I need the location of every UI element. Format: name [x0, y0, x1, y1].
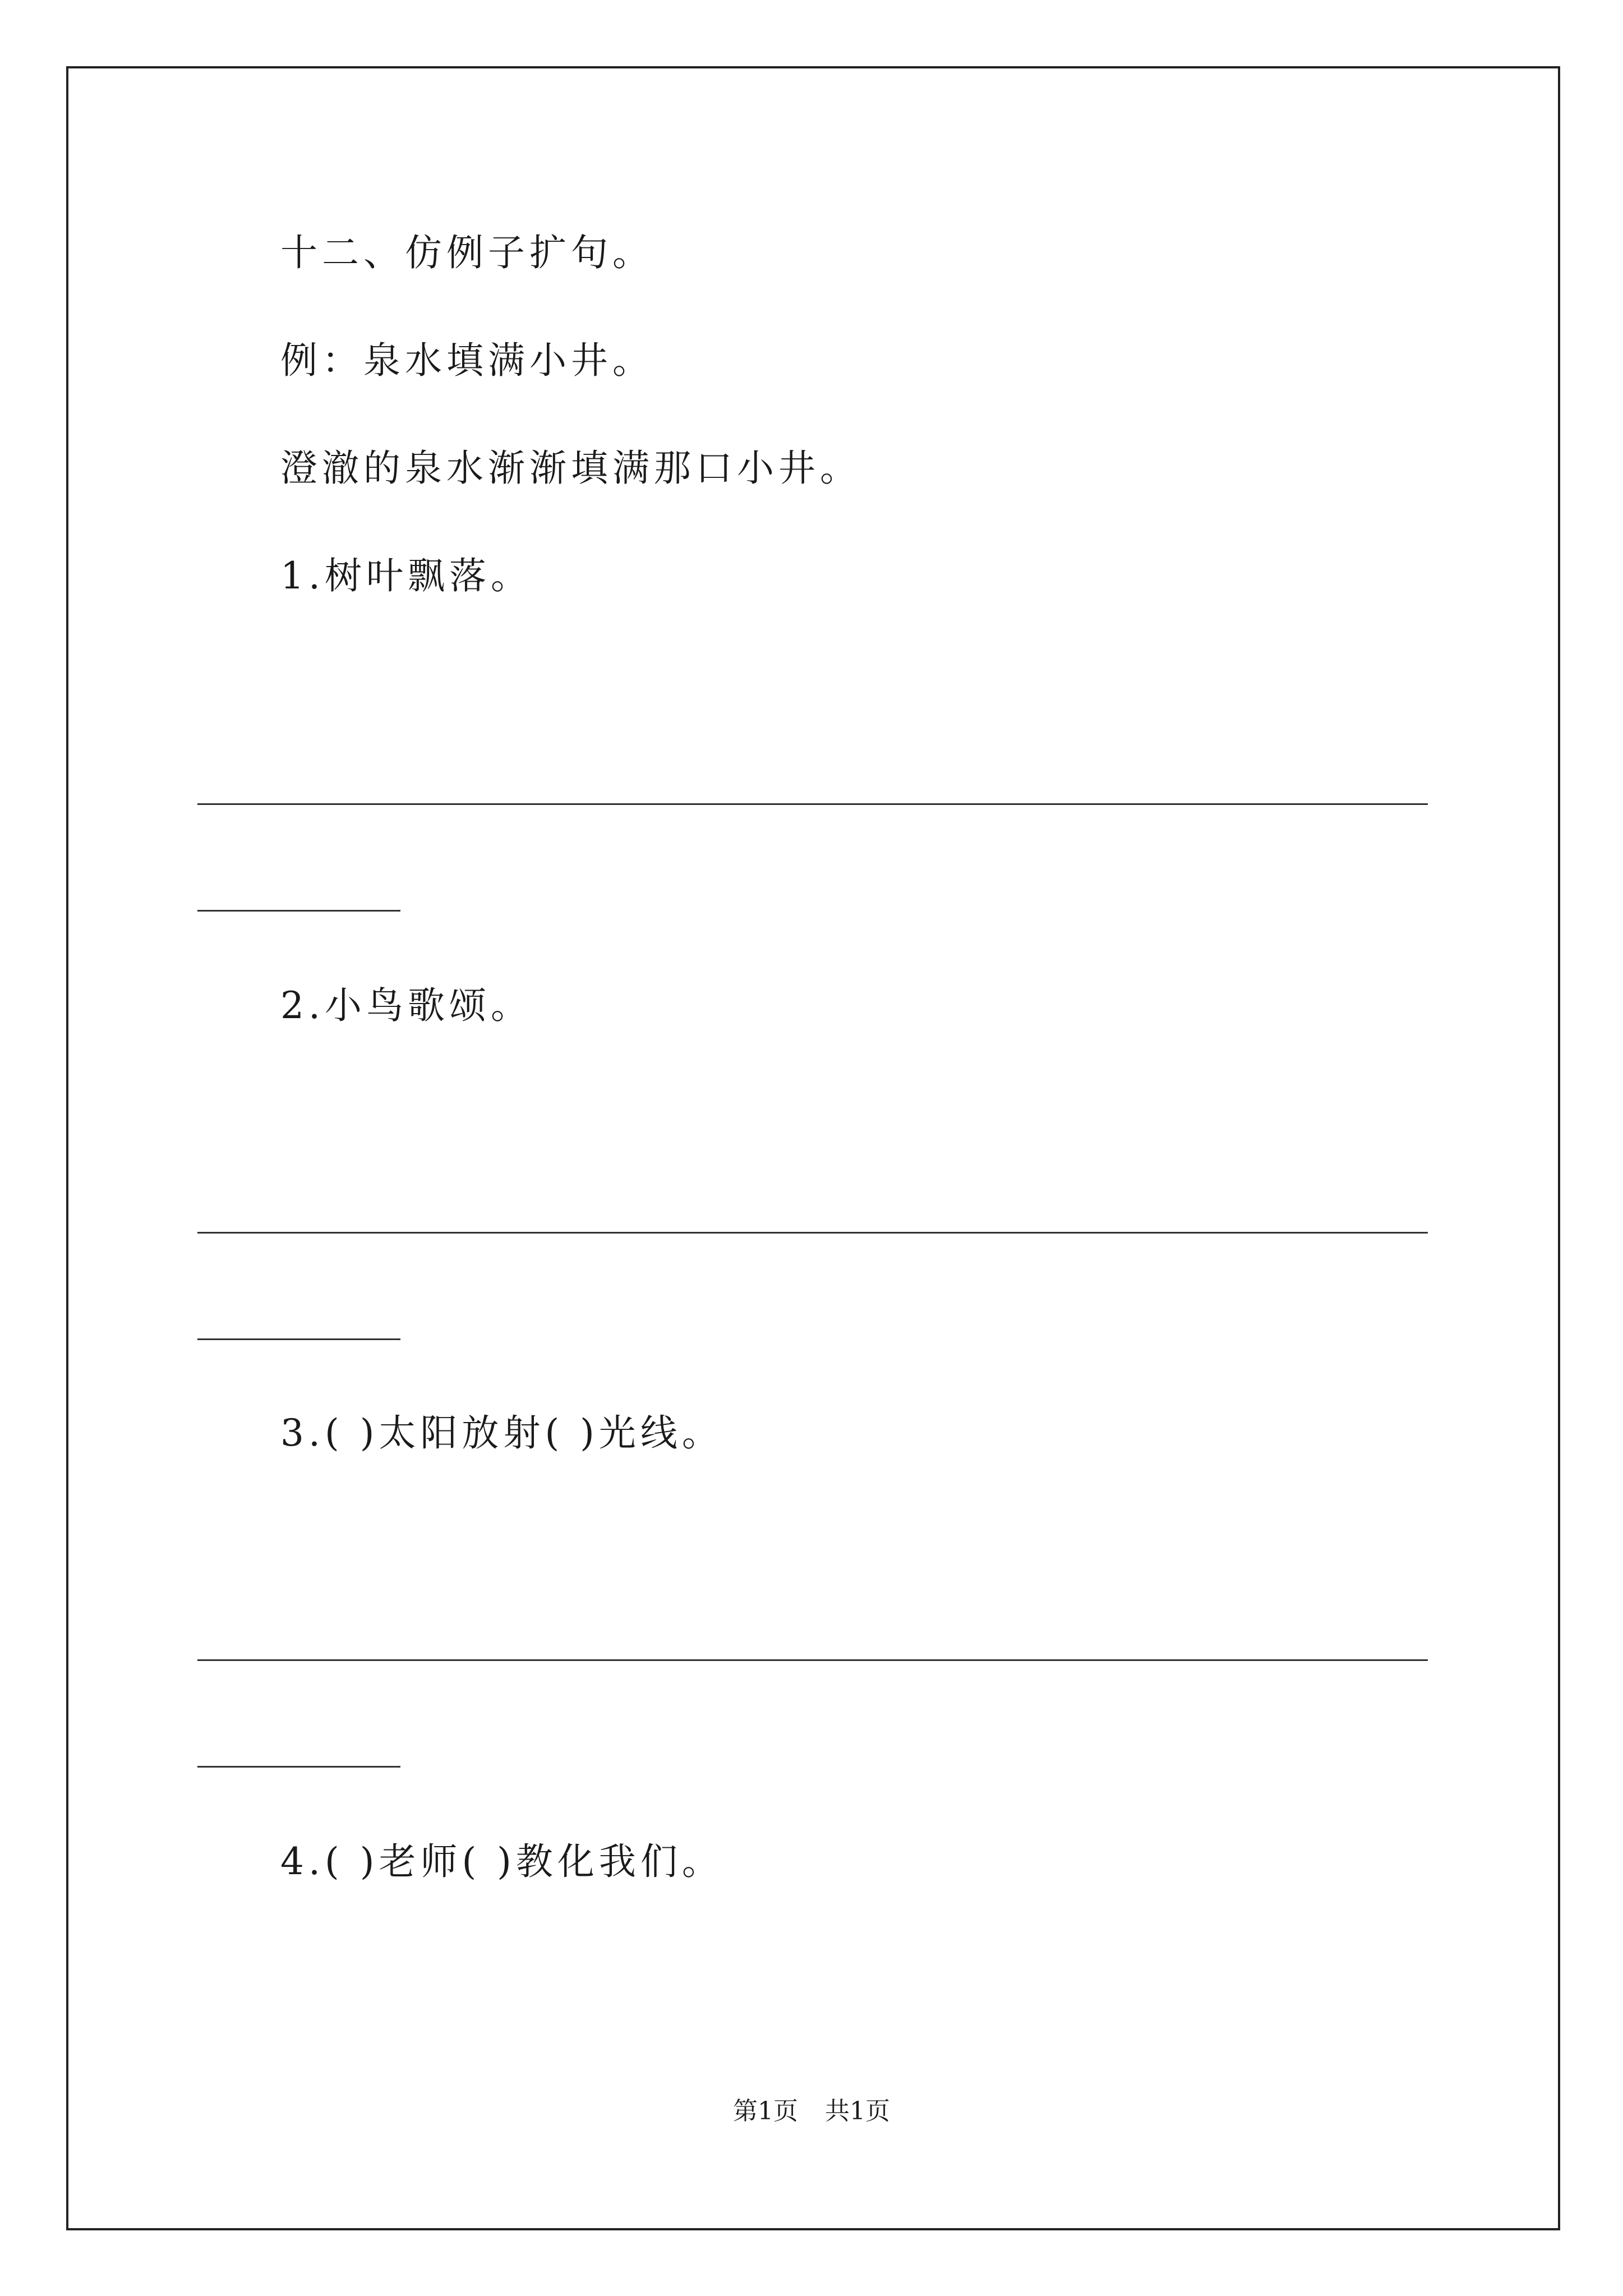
- page-current-label: 第1页: [733, 2097, 798, 2125]
- answer-line-1-continuation[interactable]: [197, 910, 400, 912]
- question-2: 2.小鸟歌颂。: [280, 984, 532, 1027]
- example-sentence: 例：泉水填满小井。: [280, 339, 654, 382]
- example-expanded-sentence: 澄澈的泉水渐渐填满那口小井。: [280, 447, 861, 490]
- question-4: 4.( )老师( )教化我们。: [280, 1840, 723, 1883]
- answer-line-3-continuation[interactable]: [197, 1766, 400, 1768]
- section-title: 十二、仿例子扩句。: [280, 231, 654, 274]
- answer-line-3[interactable]: [197, 1659, 1428, 1661]
- question-3: 3.( )太阳放射( )光线。: [280, 1411, 723, 1455]
- page-border: [66, 66, 1560, 2230]
- question-1: 1.树叶飘落。: [280, 554, 532, 597]
- page-footer: [0, 2099, 1623, 2124]
- answer-line-2[interactable]: [197, 1232, 1428, 1234]
- answer-line-2-continuation[interactable]: [197, 1338, 400, 1340]
- answer-line-1[interactable]: [197, 803, 1428, 805]
- page-total-label: 共1页: [825, 2097, 890, 2125]
